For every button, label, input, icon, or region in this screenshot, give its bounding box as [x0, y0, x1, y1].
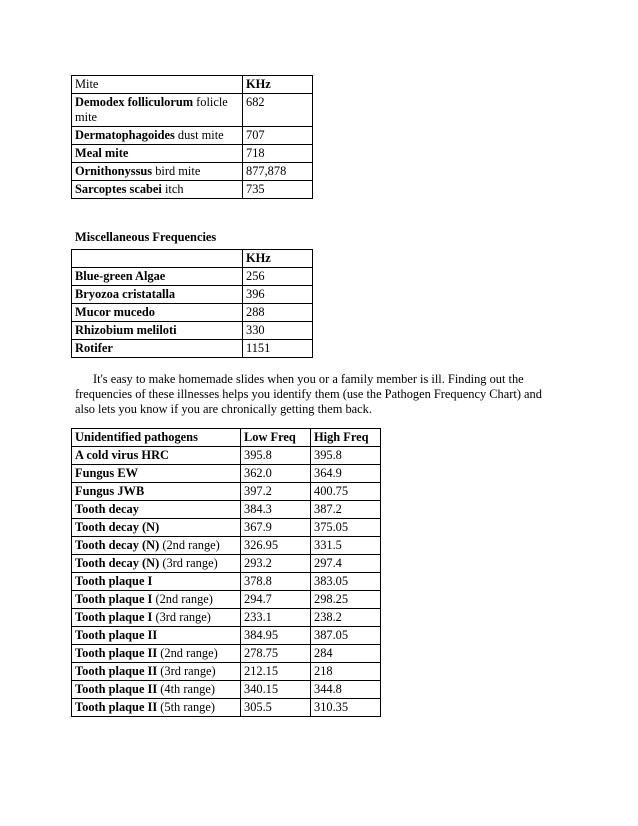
name-cell [72, 681, 241, 699]
table-row [72, 609, 381, 627]
table-row [72, 322, 313, 340]
value-cell: 330 [243, 322, 313, 340]
high-cell: 395.8 [311, 447, 381, 465]
low-cell: 395.8 [241, 447, 311, 465]
low-cell: 362.0 [241, 465, 311, 483]
table-row [72, 519, 381, 537]
name-cell [72, 699, 241, 717]
header-cell-khz [243, 76, 313, 94]
value-cell: 256 [243, 268, 313, 286]
name-cell [72, 501, 241, 519]
name-bold: Tooth plaque II [75, 700, 158, 714]
table-row [72, 681, 381, 699]
name-cell [72, 286, 243, 304]
high-cell: 375.05 [311, 519, 381, 537]
name-cell [72, 94, 243, 127]
name-cell [72, 555, 241, 573]
name-rest: (3rd range) [159, 556, 218, 570]
name-bold: Bryozoa cristatalla [75, 287, 176, 301]
table-row [72, 645, 381, 663]
low-cell: 384.95 [241, 627, 311, 645]
name-rest: dust mite [174, 128, 224, 142]
name-bold: Tooth plaque I [75, 574, 153, 588]
name-rest: (2nd range) [152, 592, 213, 606]
name-bold: Blue-green Algae [75, 269, 166, 283]
name-bold: Rotifer [75, 341, 113, 355]
name-rest: (3rd range) [152, 610, 211, 624]
name-rest: itch [161, 182, 184, 196]
value-cell: 682 [243, 94, 313, 127]
name-bold: Dermatophagoides [75, 128, 175, 142]
name-bold: Tooth plaque II [75, 646, 158, 660]
name-cell [72, 663, 241, 681]
header-cell-khz [243, 250, 313, 268]
misc-frequencies-heading: Miscellaneous Frequencies [75, 230, 217, 244]
name-bold: Tooth plaque I [75, 610, 153, 624]
high-cell: 387.05 [311, 627, 381, 645]
table-header-row [72, 429, 381, 447]
misc-frequency-table [71, 249, 313, 358]
name-rest: (3rd range) [157, 664, 216, 678]
table-header-row [72, 250, 313, 268]
high-cell: 331.5 [311, 537, 381, 555]
name-bold: Mucor mucedo [75, 305, 155, 319]
mite-frequency-table [71, 75, 313, 199]
table-row [72, 163, 313, 181]
name-cell [72, 127, 243, 145]
high-cell: 310.35 [311, 699, 381, 717]
header-khz-label: KHz [246, 77, 271, 91]
name-bold: Fungus JWB [75, 484, 145, 498]
header-khz-label: KHz [246, 251, 271, 265]
header-cell-high: High Freq [311, 429, 381, 447]
low-cell: 212.15 [241, 663, 311, 681]
low-cell: 367.9 [241, 519, 311, 537]
value-cell: 877,878 [243, 163, 313, 181]
table-row [72, 663, 381, 681]
low-cell: 233.1 [241, 609, 311, 627]
low-cell: 293.2 [241, 555, 311, 573]
header-cell-pathogen: Unidentified pathogens [72, 429, 241, 447]
name-cell [72, 163, 243, 181]
value-cell: 707 [243, 127, 313, 145]
name-rest: folicle mite [75, 95, 228, 124]
header-cell-empty [72, 250, 243, 268]
table-header-row [72, 76, 313, 94]
low-cell: 326.95 [241, 537, 311, 555]
high-cell: 218 [311, 663, 381, 681]
name-cell [72, 519, 241, 537]
table-row [72, 573, 381, 591]
name-bold: Tooth decay [75, 502, 139, 516]
name-bold: Tooth plaque II [75, 682, 158, 696]
name-bold: Fungus EW [75, 466, 139, 480]
name-rest: (2nd range) [157, 646, 218, 660]
high-cell: 297.4 [311, 555, 381, 573]
name-rest: bird mite [152, 164, 201, 178]
header-cell-low: Low Freq [241, 429, 311, 447]
table-row [72, 340, 313, 358]
table-row [72, 699, 381, 717]
table-row [72, 181, 313, 199]
name-bold: Tooth decay (N) [75, 520, 160, 534]
name-rest: (2nd range) [159, 538, 220, 552]
low-cell: 294.7 [241, 591, 311, 609]
low-cell: 305.5 [241, 699, 311, 717]
name-bold: Tooth plaque II [75, 628, 158, 642]
table-row [72, 447, 381, 465]
name-bold: Tooth decay (N) [75, 556, 160, 570]
name-cell [72, 537, 241, 555]
low-cell: 384.3 [241, 501, 311, 519]
name-cell [72, 645, 241, 663]
name-bold: Meal mite [75, 146, 129, 160]
name-cell [72, 268, 243, 286]
low-cell: 397.2 [241, 483, 311, 501]
name-cell [72, 591, 241, 609]
table-row [72, 555, 381, 573]
high-cell: 284 [311, 645, 381, 663]
name-cell [72, 322, 243, 340]
low-cell: 340.15 [241, 681, 311, 699]
name-bold: Rhizobium meliloti [75, 323, 177, 337]
high-cell: 400.75 [311, 483, 381, 501]
table-row [72, 591, 381, 609]
name-rest: (4th range) [157, 682, 215, 696]
value-cell: 718 [243, 145, 313, 163]
name-cell [72, 304, 243, 322]
name-cell [72, 340, 243, 358]
value-cell: 288 [243, 304, 313, 322]
name-bold: A cold virus HRC [75, 448, 169, 462]
value-cell: 1151 [243, 340, 313, 358]
name-bold: Tooth plaque II [75, 664, 158, 678]
table-row [72, 127, 313, 145]
low-cell: 278.75 [241, 645, 311, 663]
table-row [72, 145, 313, 163]
name-bold: Demodex folliculorum [75, 95, 194, 109]
high-cell: 344.8 [311, 681, 381, 699]
name-cell [72, 181, 243, 199]
table-row [72, 537, 381, 555]
intro-paragraph: It's easy to make homemade slides when you or a family member is ill. Finding out the frequencies of these illnesses helps you identify them (use the Pathogen Frequency Chart) and also lets you know if you are chronically getting them back. [75, 372, 542, 416]
table-row [72, 94, 313, 127]
pathogen-frequency-table [71, 428, 381, 717]
high-cell: 364.9 [311, 465, 381, 483]
name-cell [72, 627, 241, 645]
table-row [72, 483, 381, 501]
name-cell [72, 145, 243, 163]
header-cell-mite: Mite [72, 76, 243, 94]
name-bold: Tooth plaque I [75, 592, 153, 606]
name-bold: Tooth decay (N) [75, 538, 160, 552]
table-row [72, 286, 313, 304]
table-row [72, 501, 381, 519]
low-cell: 378.8 [241, 573, 311, 591]
name-cell [72, 447, 241, 465]
high-cell: 238.2 [311, 609, 381, 627]
table-row [72, 304, 313, 322]
high-cell: 387.2 [311, 501, 381, 519]
name-rest: (5th range) [157, 700, 215, 714]
name-bold: Ornithonyssus [75, 164, 153, 178]
table-row [72, 268, 313, 286]
value-cell: 396 [243, 286, 313, 304]
name-cell [72, 465, 241, 483]
high-cell: 383.05 [311, 573, 381, 591]
name-cell [72, 483, 241, 501]
name-cell [72, 609, 241, 627]
table-row [72, 627, 381, 645]
name-cell [72, 573, 241, 591]
name-bold: Sarcoptes scabei [75, 182, 162, 196]
table-row [72, 465, 381, 483]
high-cell: 298.25 [311, 591, 381, 609]
value-cell: 735 [243, 181, 313, 199]
